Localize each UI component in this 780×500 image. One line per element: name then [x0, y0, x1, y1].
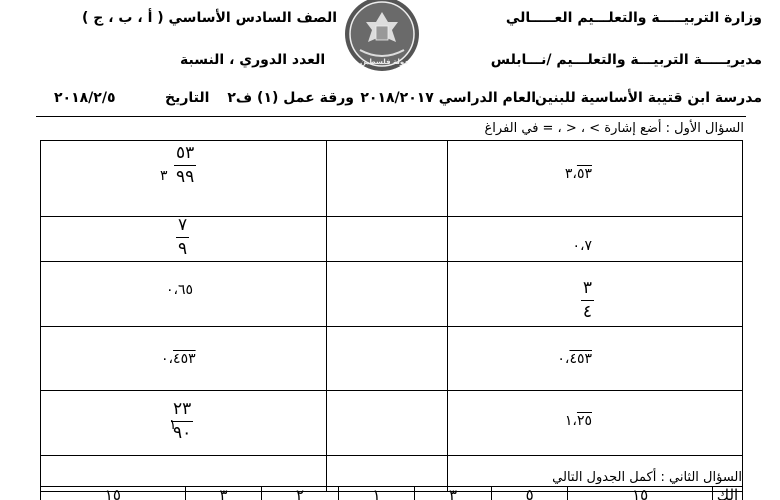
- repeating-decimal: ٠،٤٥٣: [161, 351, 196, 367]
- comparison-table: [40, 140, 743, 492]
- table-row: [41, 327, 743, 391]
- completion-table: [40, 486, 743, 500]
- answer-blank[interactable]: [326, 141, 448, 217]
- right-cell: [448, 141, 743, 217]
- fraction: ٥٣ ٩٩: [176, 143, 195, 187]
- fraction: ٢٣ ٩٠: [173, 399, 192, 443]
- table-row: [41, 217, 743, 262]
- decimal-number: ٠،٦٥: [166, 282, 194, 298]
- answer-blank[interactable]: [326, 327, 448, 391]
- table-cell: ٣: [185, 487, 262, 500]
- answer-blank[interactable]: [326, 217, 448, 262]
- table-row: [41, 391, 743, 456]
- school-year: العام الدراسي ٢٠١٨/٢٠١٧: [360, 90, 536, 106]
- decimal-number: ٠،٧: [572, 238, 592, 254]
- repeating-decimal: ٠،٤٥٣: [557, 351, 592, 367]
- date-label: التاريخ: [165, 90, 210, 106]
- table-cell: ١: [338, 487, 415, 500]
- whole-number: ٣: [160, 168, 168, 184]
- table-cell: ١٥: [568, 487, 713, 500]
- fraction: ٧ ٩: [178, 215, 188, 259]
- answer-blank[interactable]: [326, 262, 448, 327]
- left-cell: [41, 141, 327, 217]
- question2-title: السؤال الثاني : أكمل الجدول التالي: [552, 470, 742, 485]
- seal-caption: دولة فلسطين: [360, 58, 408, 66]
- fraction: ٣ ٤: [582, 278, 592, 322]
- date-value: ٢٠١٨/٢/٥: [54, 90, 116, 106]
- table-cell: ٥: [491, 487, 568, 500]
- answer-blank[interactable]: [326, 391, 448, 456]
- directorate-name: مديريـــــة التربيـــة والتعلـــيم /نـــابلس: [490, 52, 762, 68]
- ministry-name: وزارة التربيـــــة والتعلـــيم العـــــالي: [505, 10, 762, 26]
- topic-label: العدد الدوري ، النسبة: [180, 52, 326, 68]
- repeating-decimal: ٣،٥٣: [564, 166, 592, 182]
- table-cell: ٢: [262, 487, 339, 500]
- header-divider: [36, 116, 746, 117]
- table-row: [41, 487, 743, 500]
- question1-title: السؤال الأول : أضع إشارة > ، < ، = في الفراغ: [484, 121, 744, 136]
- school-name: مدرسة ابن قتيبة الأساسية للبنين: [535, 90, 762, 106]
- whole-number: ١: [169, 417, 177, 433]
- repeating-decimal: ١،٢٥: [564, 413, 592, 429]
- table-cell: الك: [713, 487, 743, 500]
- worksheet-label: ورقة عمل (١) ف٢: [227, 90, 354, 106]
- grade-label: الصف السادس الأساسي ( أ ، ب ، ج ): [82, 10, 338, 26]
- table-cell: ٣: [415, 487, 492, 500]
- table-row: [41, 141, 743, 217]
- table-row: [41, 262, 743, 327]
- table-cell: ١٥: [41, 487, 186, 500]
